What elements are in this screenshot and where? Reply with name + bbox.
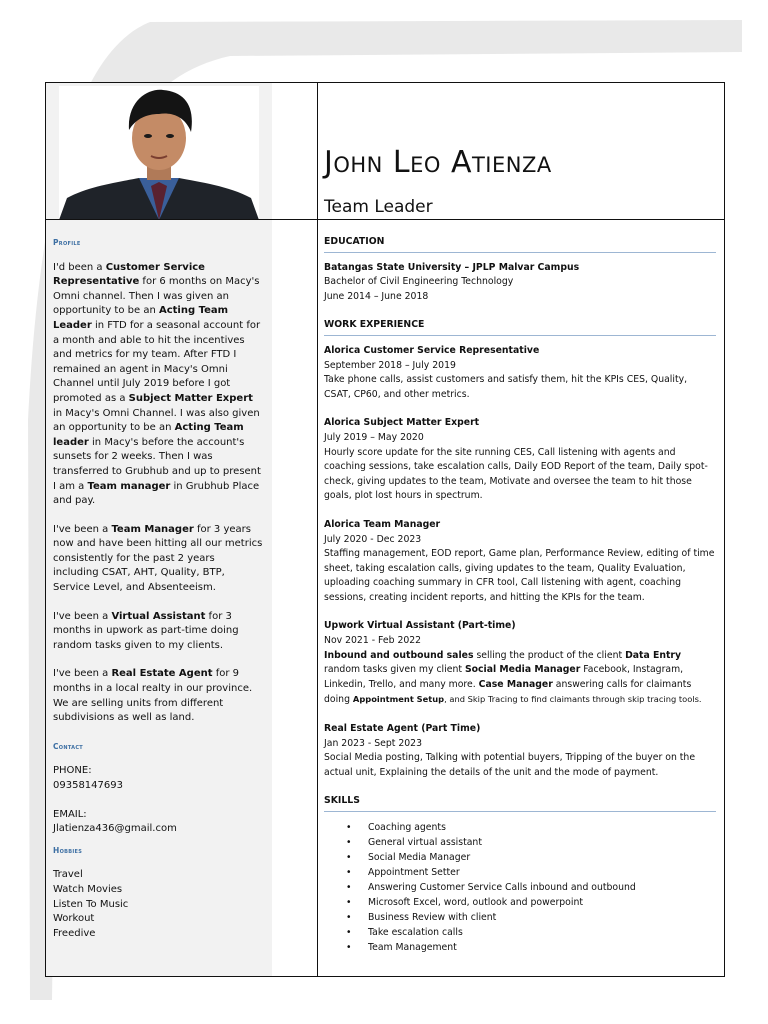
profile-paragraph-text: Virtual Assistant [111, 610, 206, 622]
profile-section [53, 261, 263, 726]
profile-paragraph-text: I'd been a [53, 261, 106, 273]
work-entry [324, 619, 716, 708]
bullet-icon: • [346, 837, 352, 848]
skill-label: General virtual assistant [368, 837, 482, 848]
profile-paragraph-text: I've been a [53, 523, 112, 535]
work-title: Upwork Virtual Assistant (Part-time) [324, 620, 516, 632]
skill-label: Social Media Manager [368, 852, 471, 863]
skill-item [324, 880, 716, 895]
profile-paragraph-text: in FTD for a seasonal account for a month and able to hit the incentives and metrics for my team. After FTD I remained an agent in Macy's Omni Channel until July 2019 before I got promoted as a [53, 319, 261, 404]
resume-page [45, 82, 725, 977]
email-label: EMAIL: [53, 808, 87, 820]
education-heading: EDUCATION [324, 235, 716, 253]
skill-item [324, 820, 716, 835]
candidate-title: Team Leader [324, 197, 433, 217]
hobby-item: Freedive [53, 927, 96, 939]
profile-paragraph-text: for 6 months on Macy's Omni channel. Then I was given an opportunity to be an [53, 276, 260, 317]
profile-paragraph-text: in Macy's Omni Channel. I was also given an opportunity to be an [53, 407, 260, 434]
skill-item [324, 925, 716, 940]
divider-column [272, 83, 318, 976]
profile-paragraph-text: in Grubhub Place and pay. [53, 480, 260, 507]
bullet-icon: • [346, 822, 352, 833]
main-content [324, 235, 716, 955]
profile-paragraph-text: Real Estate Agent [111, 668, 213, 680]
profile-paragraph [53, 523, 263, 596]
work-dates: July 2019 – May 2020 [324, 431, 424, 443]
skills-heading: SKILLS [324, 794, 716, 812]
work-dates: Nov 2021 - Feb 2022 [324, 635, 422, 647]
skill-label: Coaching agents [368, 822, 446, 833]
work-entry [324, 518, 716, 606]
bullet-icon: • [346, 927, 352, 938]
work-description [324, 373, 716, 402]
skill-label: Microsoft Excel, word, outlook and powerpoint [368, 897, 583, 908]
bullet-icon: • [346, 942, 352, 953]
work-description [324, 751, 716, 780]
phone-label: PHONE: [53, 765, 92, 777]
profile-paragraph [53, 610, 263, 654]
work-description-text: , and Skip Tracing to find claimants through skip tracing tools. [444, 694, 702, 705]
work-description-text: Facebook, Instagram, Linkedin, Trello, and many more. [324, 664, 684, 690]
work-description-text: Appointment Setup [352, 694, 445, 705]
skills-list [324, 820, 716, 955]
work-description [324, 547, 716, 605]
profile-paragraph-text: in Macy's before the account's sunsets for 2 weeks. Then I was transferred to Grubhub and up to present I am a [53, 436, 261, 492]
work-entry [324, 344, 716, 402]
work-description-text: Staffing management, EOD report, Game plan, Performance Review, editing of time sheet, taking escalation calls, giving updates to the team, Quality Evaluation, uploading coaching summary in CFR tool, Call listening with agent, coaching sessions, creating incident reports, and hitting the KPIs for the team. [324, 548, 715, 603]
work-dates: September 2018 – July 2019 [324, 359, 456, 371]
profile-paragraph-text: Team Manager [111, 523, 194, 535]
profile-paragraph-text: Customer Service Representative [53, 261, 205, 288]
hobbies-list [53, 868, 263, 941]
work-description-text: Data Entry [625, 649, 682, 661]
work-description-text: random tasks given my client [324, 664, 465, 676]
skill-label: Answering Customer Service Calls inbound and outbound [368, 882, 636, 893]
work-description-text: Case Manager [478, 678, 553, 690]
bullet-icon: • [346, 882, 352, 893]
education-entry [324, 261, 716, 305]
work-title: Alorica Team Manager [324, 518, 441, 530]
work-title: Real Estate Agent (Part Time) [324, 723, 481, 735]
bullet-icon: • [346, 897, 352, 908]
email-address: Jlatienza436@gmail.com [53, 823, 177, 835]
profile-paragraph-text: for 3 months in upwork as part-time doing random tasks given to my clients. [53, 610, 239, 651]
work-entry [324, 416, 716, 504]
work-experience-list [324, 344, 716, 780]
profile-paragraph [53, 667, 263, 725]
work-description-text: Social Media posting, Talking with potential buyers, Tripping of the buyer on the actual unit, Explaining the details of the unit and the mode of payment. [324, 752, 696, 778]
profile-paragraph-text: Team manager [87, 480, 171, 492]
work-heading: WORK EXPERIENCE [324, 318, 716, 336]
skill-item [324, 910, 716, 925]
bullet-icon: • [346, 912, 352, 923]
work-description [324, 446, 716, 504]
profile-paragraph-text: I've been a [53, 668, 112, 680]
hobbies-heading: Hobbies [53, 845, 83, 855]
bullet-icon: • [346, 852, 352, 863]
hobby-item: Watch Movies [53, 883, 123, 895]
degree: Bachelor of Civil Engineering Technology [324, 276, 514, 288]
profile-paragraph-text: Subject Matter Expert [128, 392, 253, 404]
work-description-text: Inbound and outbound sales [324, 649, 474, 661]
profile-paragraph-text: for 9 months in a local realty in our province. We are selling units from different subdivisions as well as land. [53, 668, 253, 724]
profile-paragraph [53, 261, 263, 509]
profile-heading: Profile [53, 238, 81, 247]
profile-paragraph-text: I've been a [53, 610, 112, 622]
work-title: Alorica Subject Matter Expert [324, 417, 480, 429]
work-entry [324, 722, 716, 780]
contact-heading: Contact [53, 741, 84, 751]
skill-label: Business Review with client [368, 912, 497, 923]
skill-item [324, 835, 716, 850]
work-description-text: Hourly score update for the site running CES, Call listening with agents and coaching sessions, take escalation calls, Daily EOD Report of the team, Daily spot-check, giving updates to the team, Motivate and oversee the team to hit those goals, plot lost hours in spectrum. [324, 446, 708, 502]
work-title: Alorica Customer Service Representative [324, 344, 540, 356]
candidate-name: John Leo Atienza [324, 145, 552, 180]
sidebar-content [53, 229, 263, 941]
skill-item [324, 895, 716, 910]
profile-paragraph-text: Acting Team leader [53, 422, 244, 448]
skill-item [324, 940, 716, 955]
hobby-item: Listen To Music [53, 898, 129, 910]
work-dates: July 2020 - Dec 2023 [324, 533, 422, 545]
hobby-item: Travel [53, 869, 83, 881]
skill-label: Take escalation calls [368, 927, 463, 938]
bullet-icon: • [346, 867, 352, 878]
skill-label: Appointment Setter [368, 867, 460, 878]
header-rule [46, 219, 724, 220]
skill-item [324, 865, 716, 880]
work-description-text: selling the product of the client [473, 649, 626, 661]
school-name: Batangas State University – JPLP Malvar Campus [324, 261, 580, 273]
profile-paragraph-text: Acting Team Leader [53, 305, 229, 331]
profile-photo [59, 86, 259, 220]
phone-number: 09358147693 [53, 780, 123, 791]
hobby-item: Workout [53, 913, 95, 925]
work-description-text: answering calls for claimants doing [324, 678, 692, 706]
work-description-text: Social Media Manager [464, 664, 581, 676]
skill-item [324, 850, 716, 865]
sidebar [46, 83, 273, 976]
work-description [324, 649, 716, 708]
profile-paragraph-text: for 3 years now and have been hitting all our metrics consistently for the past 2 years including CSAT, AHT, Quality, BTP, Service Level, and Absenteeism. [53, 523, 263, 594]
work-dates: Jan 2023 - Sept 2023 [324, 737, 422, 749]
education-dates: June 2014 – June 2018 [324, 290, 429, 302]
work-description-text: Take phone calls, assist customers and satisfy them, hit the KPIs CES, Quality, CSAT, CP60, and other metrics. [324, 374, 688, 400]
skill-label: Team Management [368, 942, 457, 953]
